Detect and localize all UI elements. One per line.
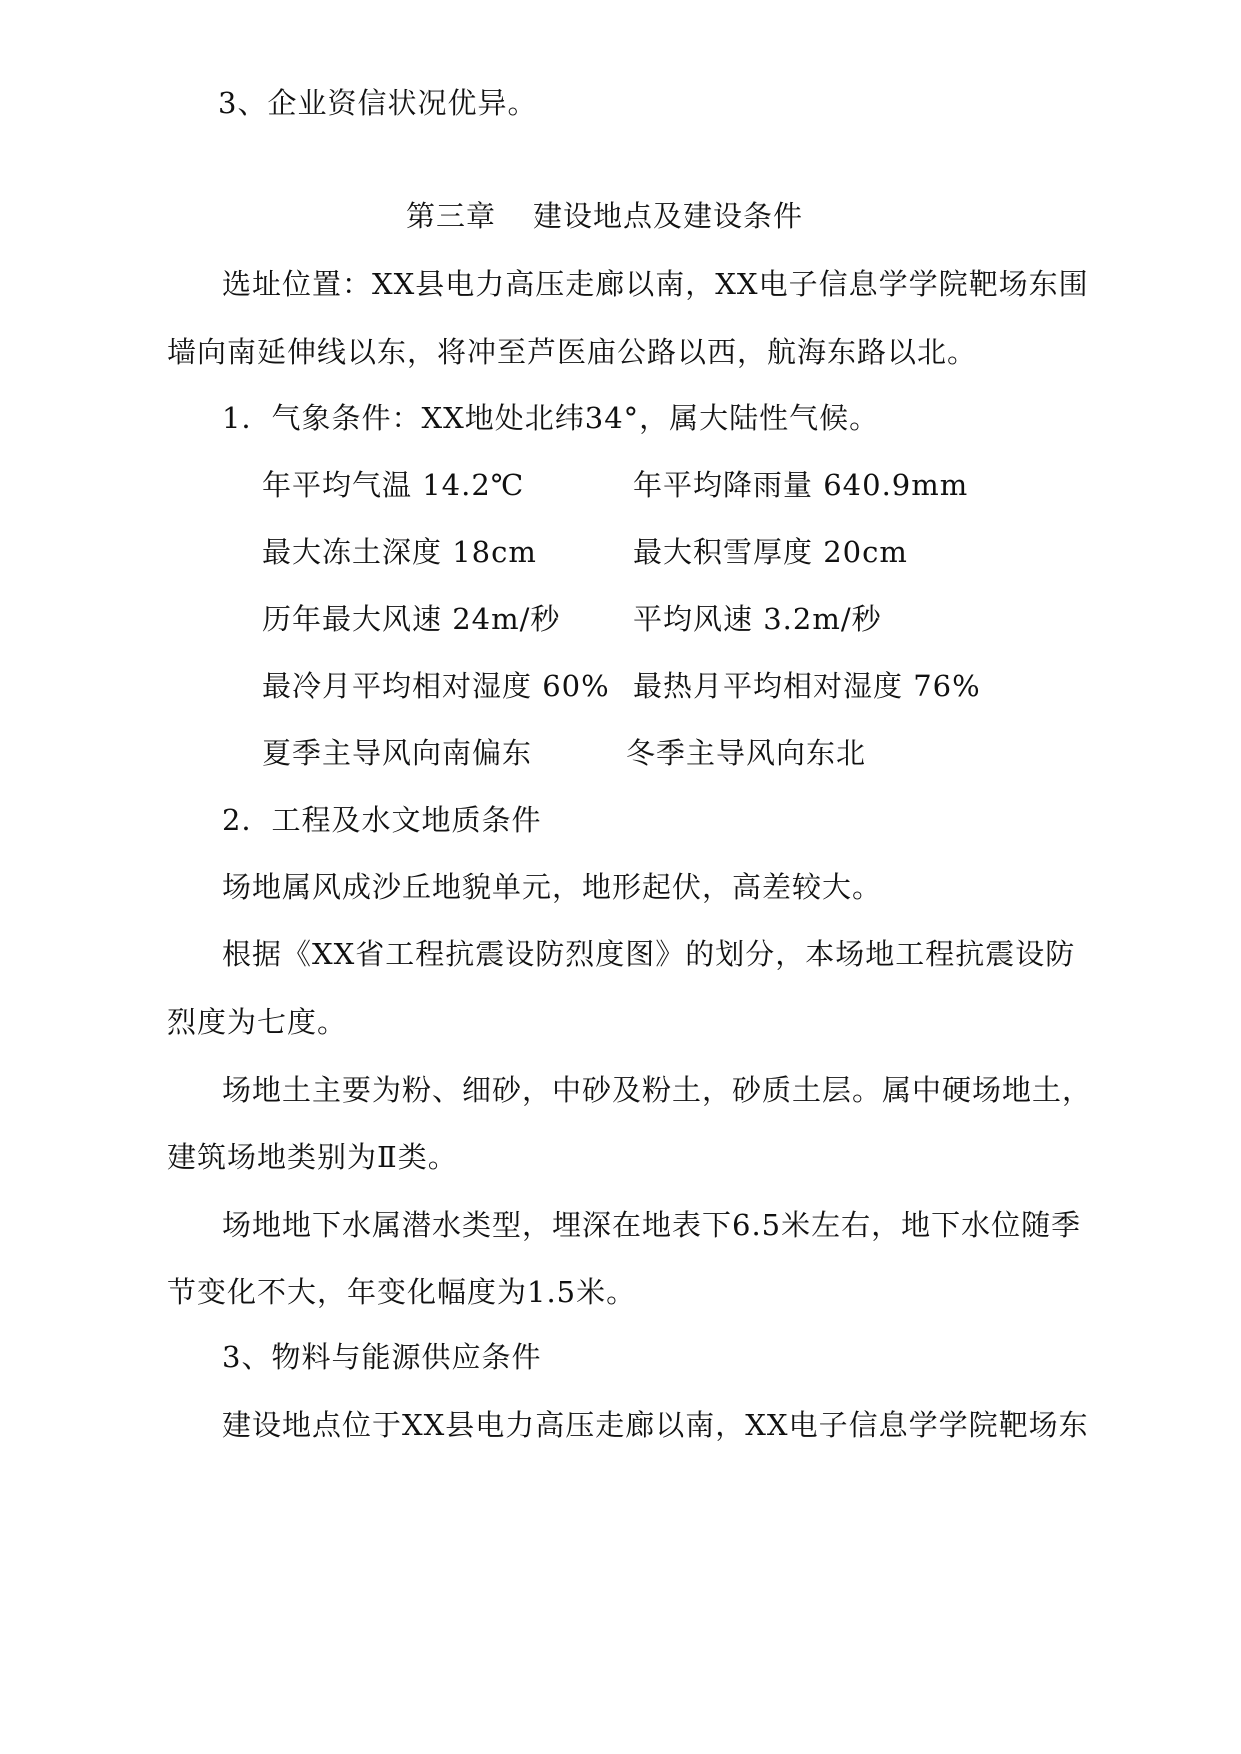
- site-location-line-2: 墙向南延伸线以东，将冲至芦医庙公路以西，航海东路以北。: [167, 335, 978, 369]
- climate-row-2-left: 最大冻土深度 18cm: [262, 535, 537, 569]
- climate-row-1-right: 年平均降雨量 640.9mm: [633, 468, 969, 502]
- section-2-heading: 2．工程及水文地质条件: [222, 803, 542, 837]
- intro-item: 3、企业资信状况优异。: [218, 86, 538, 120]
- section-3-paragraph-1-line-1: 建设地点位于XX县电力高压走廊以南，XX电子信息学学院靶场东: [222, 1408, 1089, 1442]
- section-2-paragraph-4-line-1: 场地地下水属潜水类型，埋深在地表下6.5米左右，地下水位随季: [222, 1208, 1082, 1242]
- climate-row-3-right: 平均风速 3.2m/秒: [633, 602, 882, 636]
- climate-row-4-left: 最冷月平均相对湿度 60%: [262, 669, 610, 703]
- section-2-paragraph-1: 场地属风成沙丘地貌单元，地形起伏，高差较大。: [222, 870, 883, 904]
- climate-row-4-right: 最热月平均相对湿度 76%: [633, 669, 981, 703]
- section-3-heading: 3、物料与能源供应条件: [222, 1340, 542, 1374]
- section-2-paragraph-3-line-2: 建筑场地类别为Ⅱ类。: [167, 1140, 458, 1174]
- site-location-line-1: 选址位置：XX县电力高压走廊以南，XX电子信息学学院靶场东围: [222, 267, 1089, 301]
- section-2-paragraph-3-line-1: 场地土主要为粉、细砂，中砂及粉土，砂质土层。属中硬场地土，: [222, 1073, 1093, 1107]
- climate-row-3-left: 历年最大风速 24m/秒: [262, 602, 561, 636]
- section-2-paragraph-2-line-1: 根据《XX省工程抗震设防烈度图》的划分，本场地工程抗震设防: [222, 937, 1076, 971]
- chapter-title: 建设地点及建设条件: [533, 199, 804, 233]
- section-2-paragraph-4-line-2: 节变化不大，年变化幅度为1.5米。: [167, 1275, 637, 1309]
- section-2-paragraph-2-line-2: 烈度为七度。: [167, 1005, 348, 1039]
- climate-row-5-right: 冬季主导风向东北: [626, 736, 867, 770]
- chapter-number: 第三章: [406, 199, 497, 233]
- climate-row-5-left: 夏季主导风向南偏东: [262, 736, 533, 770]
- climate-row-2-right: 最大积雪厚度 20cm: [633, 535, 908, 569]
- section-1-heading: 1．气象条件：XX地处北纬34°，属大陆性气候。: [222, 401, 880, 435]
- climate-row-1-left: 年平均气温 14.2℃: [262, 468, 525, 502]
